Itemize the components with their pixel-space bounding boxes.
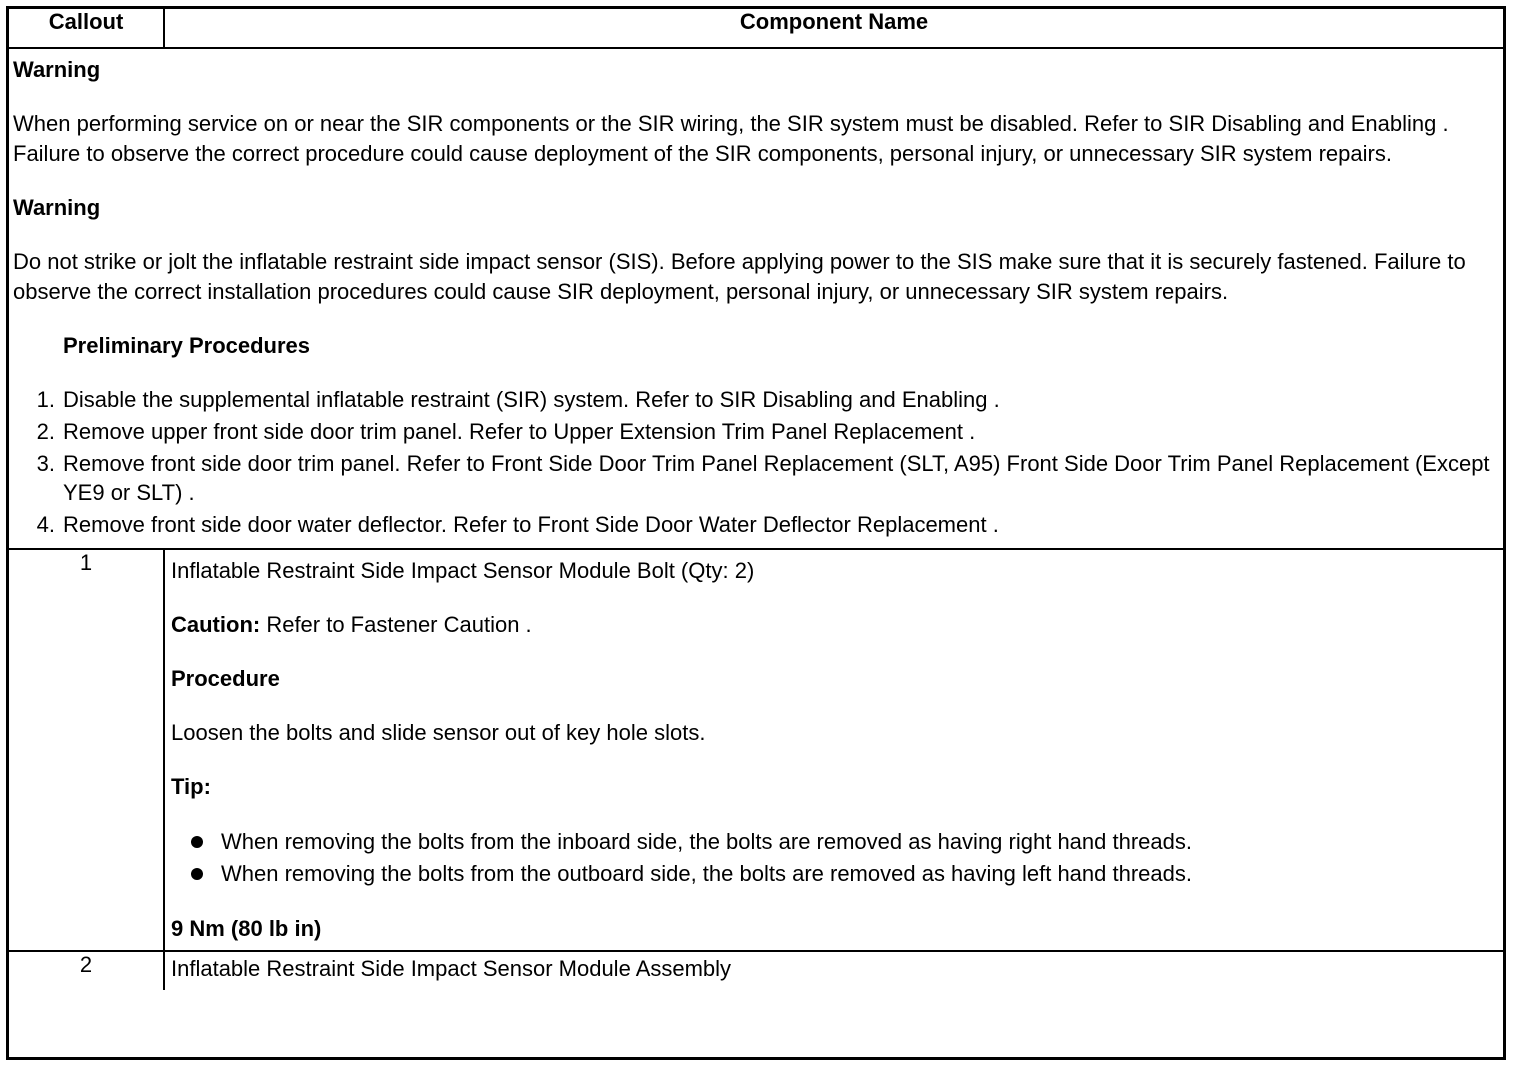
torque-spec: 9 Nm (80 lb in) [171, 916, 322, 941]
callout-number: 1 [9, 549, 164, 951]
service-table-frame [6, 6, 1506, 1060]
bullet-icon [171, 826, 221, 858]
caution-text: Refer to Fastener Caution . [260, 612, 532, 637]
header-component-name: Component Name [164, 9, 1503, 48]
list-item [13, 417, 1499, 446]
prelude-cell [9, 48, 1503, 549]
step-text: Remove front side door water deflector. Refer to Front Side Door Water Deflector Replacement . [63, 512, 999, 537]
service-table [9, 9, 1503, 990]
warning-text: When performing service on or near the SIR components or the SIR wiring, the SIR system must be disabled. Refer to SIR Disabling and Enabling . Failure to observe the correct procedure could cause deployment of the SIR components, personal injury, or unnecessary SIR system repairs. [13, 111, 1449, 166]
step-number: 3. [36, 451, 55, 476]
table-row [9, 951, 1503, 990]
component-cell [164, 549, 1503, 951]
warning-title: Warning [13, 195, 101, 220]
preliminary-steps-list [13, 385, 1499, 539]
list-item [13, 449, 1499, 507]
warning-title: Warning [13, 57, 101, 82]
step-number: 2. [36, 419, 55, 444]
prelude-row [9, 48, 1503, 549]
caution-line [171, 610, 1497, 640]
procedure-label: Procedure [171, 666, 280, 691]
callout-number: 2 [9, 951, 164, 990]
procedure-text: Loosen the bolts and slide sensor out of key hole slots. [171, 720, 706, 745]
step-text: Remove upper front side door trim panel. Refer to Upper Extension Trim Panel Replacement . [63, 419, 976, 444]
component-name: Inflatable Restraint Side Impact Sensor Module Bolt (Qty: 2) [171, 558, 755, 583]
bullet-icon [171, 858, 221, 890]
list-item [13, 510, 1499, 539]
table-header-row [9, 9, 1503, 48]
step-text: Remove front side door trim panel. Refer to Front Side Door Trim Panel Replacement (SLT, A95) Front Side Door Trim Panel Replacement (Except YE9 or SLT) . [63, 451, 1490, 505]
tip-text: When removing the bolts from the inboard side, the bolts are removed as having right hand threads. [221, 829, 1192, 854]
tips-list [171, 826, 1497, 890]
step-number: 1. [36, 387, 55, 412]
list-item [171, 858, 1497, 890]
step-number: 4. [36, 512, 55, 537]
preliminary-procedures-title: Preliminary Procedures [63, 333, 311, 358]
tip-label: Tip: [171, 774, 211, 799]
list-item [171, 826, 1497, 858]
header-callout: Callout [9, 9, 164, 48]
table-row [9, 549, 1503, 951]
step-text: Disable the supplemental inflatable restraint (SIR) system. Refer to SIR Disabling and Enabling . [63, 387, 1000, 412]
list-item [13, 385, 1499, 414]
tip-text: When removing the bolts from the outboard side, the bolts are removed as having left hand threads. [221, 861, 1192, 886]
warning-text: Do not strike or jolt the inflatable restraint side impact sensor (SIS). Before applying power to the SIS make sure that it is securely fastened. Failure to observe the correct installation procedures could cause SIR deployment, personal injury, or unnecessary SIR system repairs. [13, 249, 1466, 304]
caution-label: Caution: [171, 612, 261, 637]
component-cell [164, 951, 1503, 990]
component-name: Inflatable Restraint Side Impact Sensor Module Assembly [171, 956, 732, 981]
